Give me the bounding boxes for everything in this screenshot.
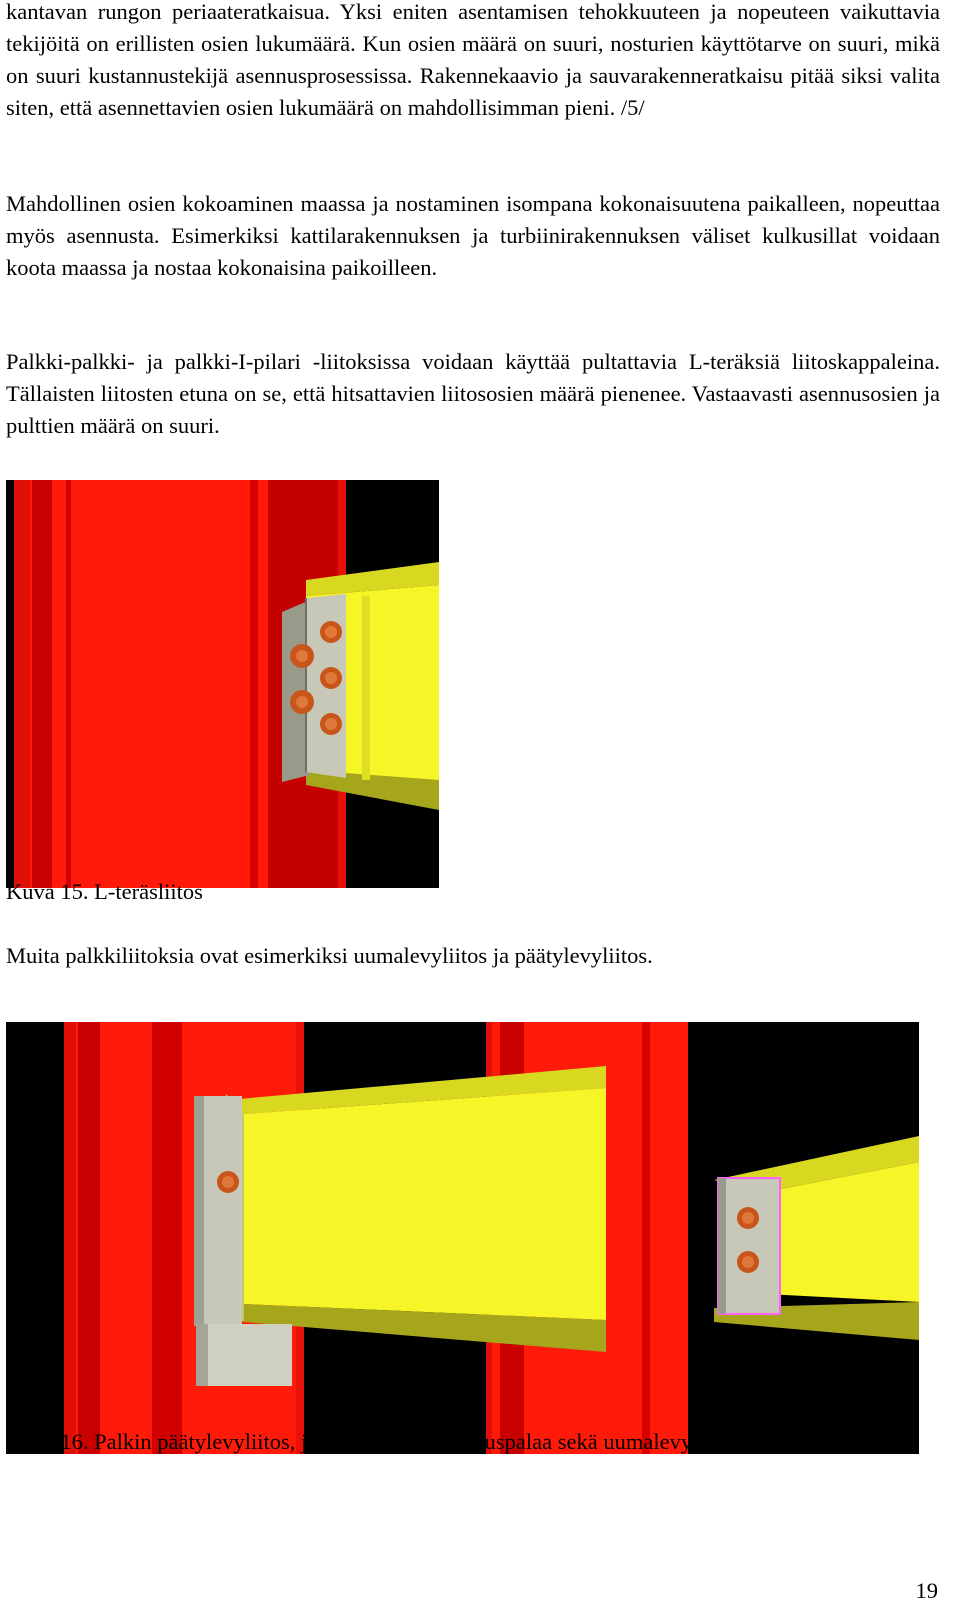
figure-15-caption: Kuva 15. L-teräsliitos (6, 879, 203, 904)
figure-l-steel-connection (6, 480, 439, 888)
page-number: 19 (915, 1578, 938, 1603)
figure-end-plate-connection (6, 1022, 919, 1454)
between-text: Muita palkkiliitoksia ovat esimerkiksi uumalevyliitos ja päätylevyliitos. (6, 943, 653, 968)
figure-16-caption: Kuva 16. Palkin päätylevyliitos, jossa käytetty leikkauspalaa sekä uumalevyliitos (6, 1429, 738, 1454)
paragraph-1: kantavan rungon periaateratkaisua. Yksi eniten asentamisen tehokkuuteen ja nopeuteen vaikuttavia tekijöitä on erillisten osien lukumäärä. Kun osien määrä on suuri, nosturien käyttötarve on suuri, mikä on suuri kustannustekijä asennusprosessissa. Rakennekaavio ja sauvarakenneratkaisu pitää siksi valita siten, että asennettavien osien lukumäärä on mahdollisimman pieni. /5/ (6, 0, 940, 120)
paragraph-2: Mahdollinen osien kokoaminen maassa ja nostaminen isompana kokonaisuutena paikalleen, nopeuttaa myös asennusta. Esimerkiksi kattilarakennuksen ja turbiinirakennuksen väliset kulkusillat voidaan koota maassa ja nostaa kokonaisina paikoilleen. (6, 191, 940, 280)
bolt-icon (217, 1171, 239, 1193)
paragraph-3: Palkki-palkki- ja palkki-I-pilari -liitoksissa voidaan käyttää pultattavia L-teräksiä liitoskappaleina. Tällaisten liitosten etuna on se, että hitsattavien liitososien määrä pienenee. Vastaavasti asennusosien ja pulttien määrä on suuri. (6, 349, 940, 438)
